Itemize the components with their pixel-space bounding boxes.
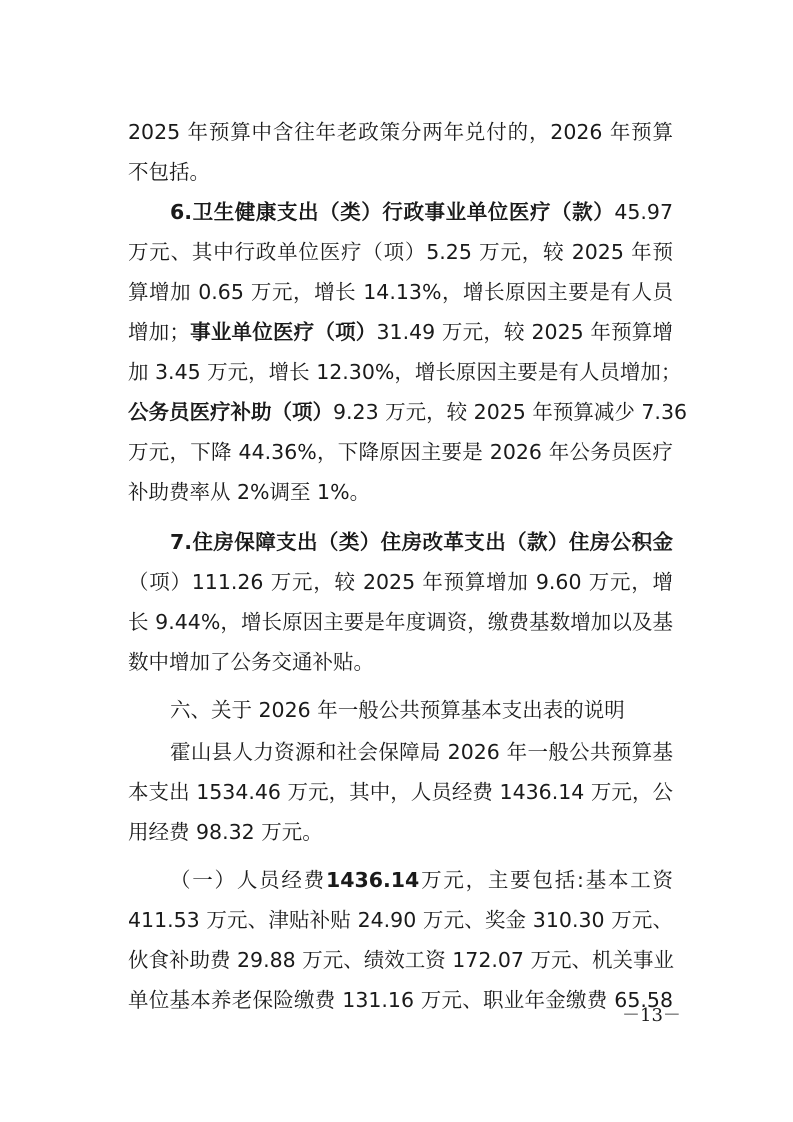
paragraph-line: 2025 年预算中含往年老政策分两年兑付的，2026 年预算: [128, 120, 673, 144]
section-heading-line: 7.住房保障支出（类）住房改革支出（款）住房公积金: [170, 530, 673, 554]
inline-text: 增加；: [128, 320, 190, 344]
paragraph-line: [128, 312, 673, 352]
paragraph-line: 万元、其中行政单位医疗（项）5.25 万元，较 2025 年预: [128, 240, 673, 264]
paragraph-line: 用经费 98.32 万元。: [128, 820, 323, 844]
bold-heading: 事业单位医疗（项）: [189, 320, 377, 344]
paragraph-line: 补助费率从 2%调至 1%。: [128, 480, 371, 504]
paragraph-line: 数中增加了公务交通补贴。: [128, 650, 374, 674]
inline-text: 万元，主要包括:基本工资: [419, 868, 674, 892]
page-number: －13－: [622, 1005, 681, 1026]
inline-text: 31.49 万元，较 2025 年预算增: [376, 320, 674, 344]
paragraph-line: 万元，下降 44.36%，下降原因主要是 2026 年公务员医疗: [128, 440, 673, 464]
paragraph-line: 加 3.45 万元，增长 12.30%，增长原因主要是有人员增加；: [128, 360, 682, 384]
inline-text: （一）人员经费: [170, 868, 326, 892]
paragraph-line: 长 9.44%，增长原因主要是年度调资，缴费基数增加以及基: [128, 610, 673, 634]
bold-heading: 6.卫生健康支出（类）行政事业单位医疗（款）: [170, 200, 615, 224]
paragraph-line: 不包括。: [128, 160, 210, 184]
paragraph-line: 411.53 万元、津贴补贴 24.90 万元、奖金 310.30 万元、: [128, 908, 673, 932]
paragraph-line: 伙食补助费 29.88 万元、绩效工资 172.07 万元、机关事业: [128, 948, 674, 972]
subsection-heading-line: [170, 860, 673, 900]
paragraph-line: [128, 392, 688, 432]
paragraph-line: 算增加 0.65 万元，增长 14.13%，增长原因主要是有人员: [128, 280, 673, 304]
bold-heading: 公务员医疗补助（项）: [128, 400, 333, 424]
paragraph-line: 霍山县人力资源和社会保障局 2026 年一般公共预算基: [170, 740, 673, 764]
inline-text: 9.23 万元，较 2025 年预算减少 7.36: [333, 400, 688, 424]
section-heading-line: [170, 192, 673, 232]
inline-text: 45.97: [614, 200, 673, 224]
section-title: 六、关于 2026 年一般公共预算基本支出表的说明: [170, 698, 625, 722]
paragraph-line: 本支出 1534.46 万元，其中，人员经费 1436.14 万元，公: [128, 780, 673, 804]
paragraph-line: 单位基本养老保险缴费 131.16 万元、职业年金缴费 65.58: [128, 988, 673, 1012]
paragraph-line: （项）111.26 万元，较 2025 年预算增加 9.60 万元，增: [128, 570, 673, 594]
bold-amount: 1436.14: [325, 868, 420, 892]
